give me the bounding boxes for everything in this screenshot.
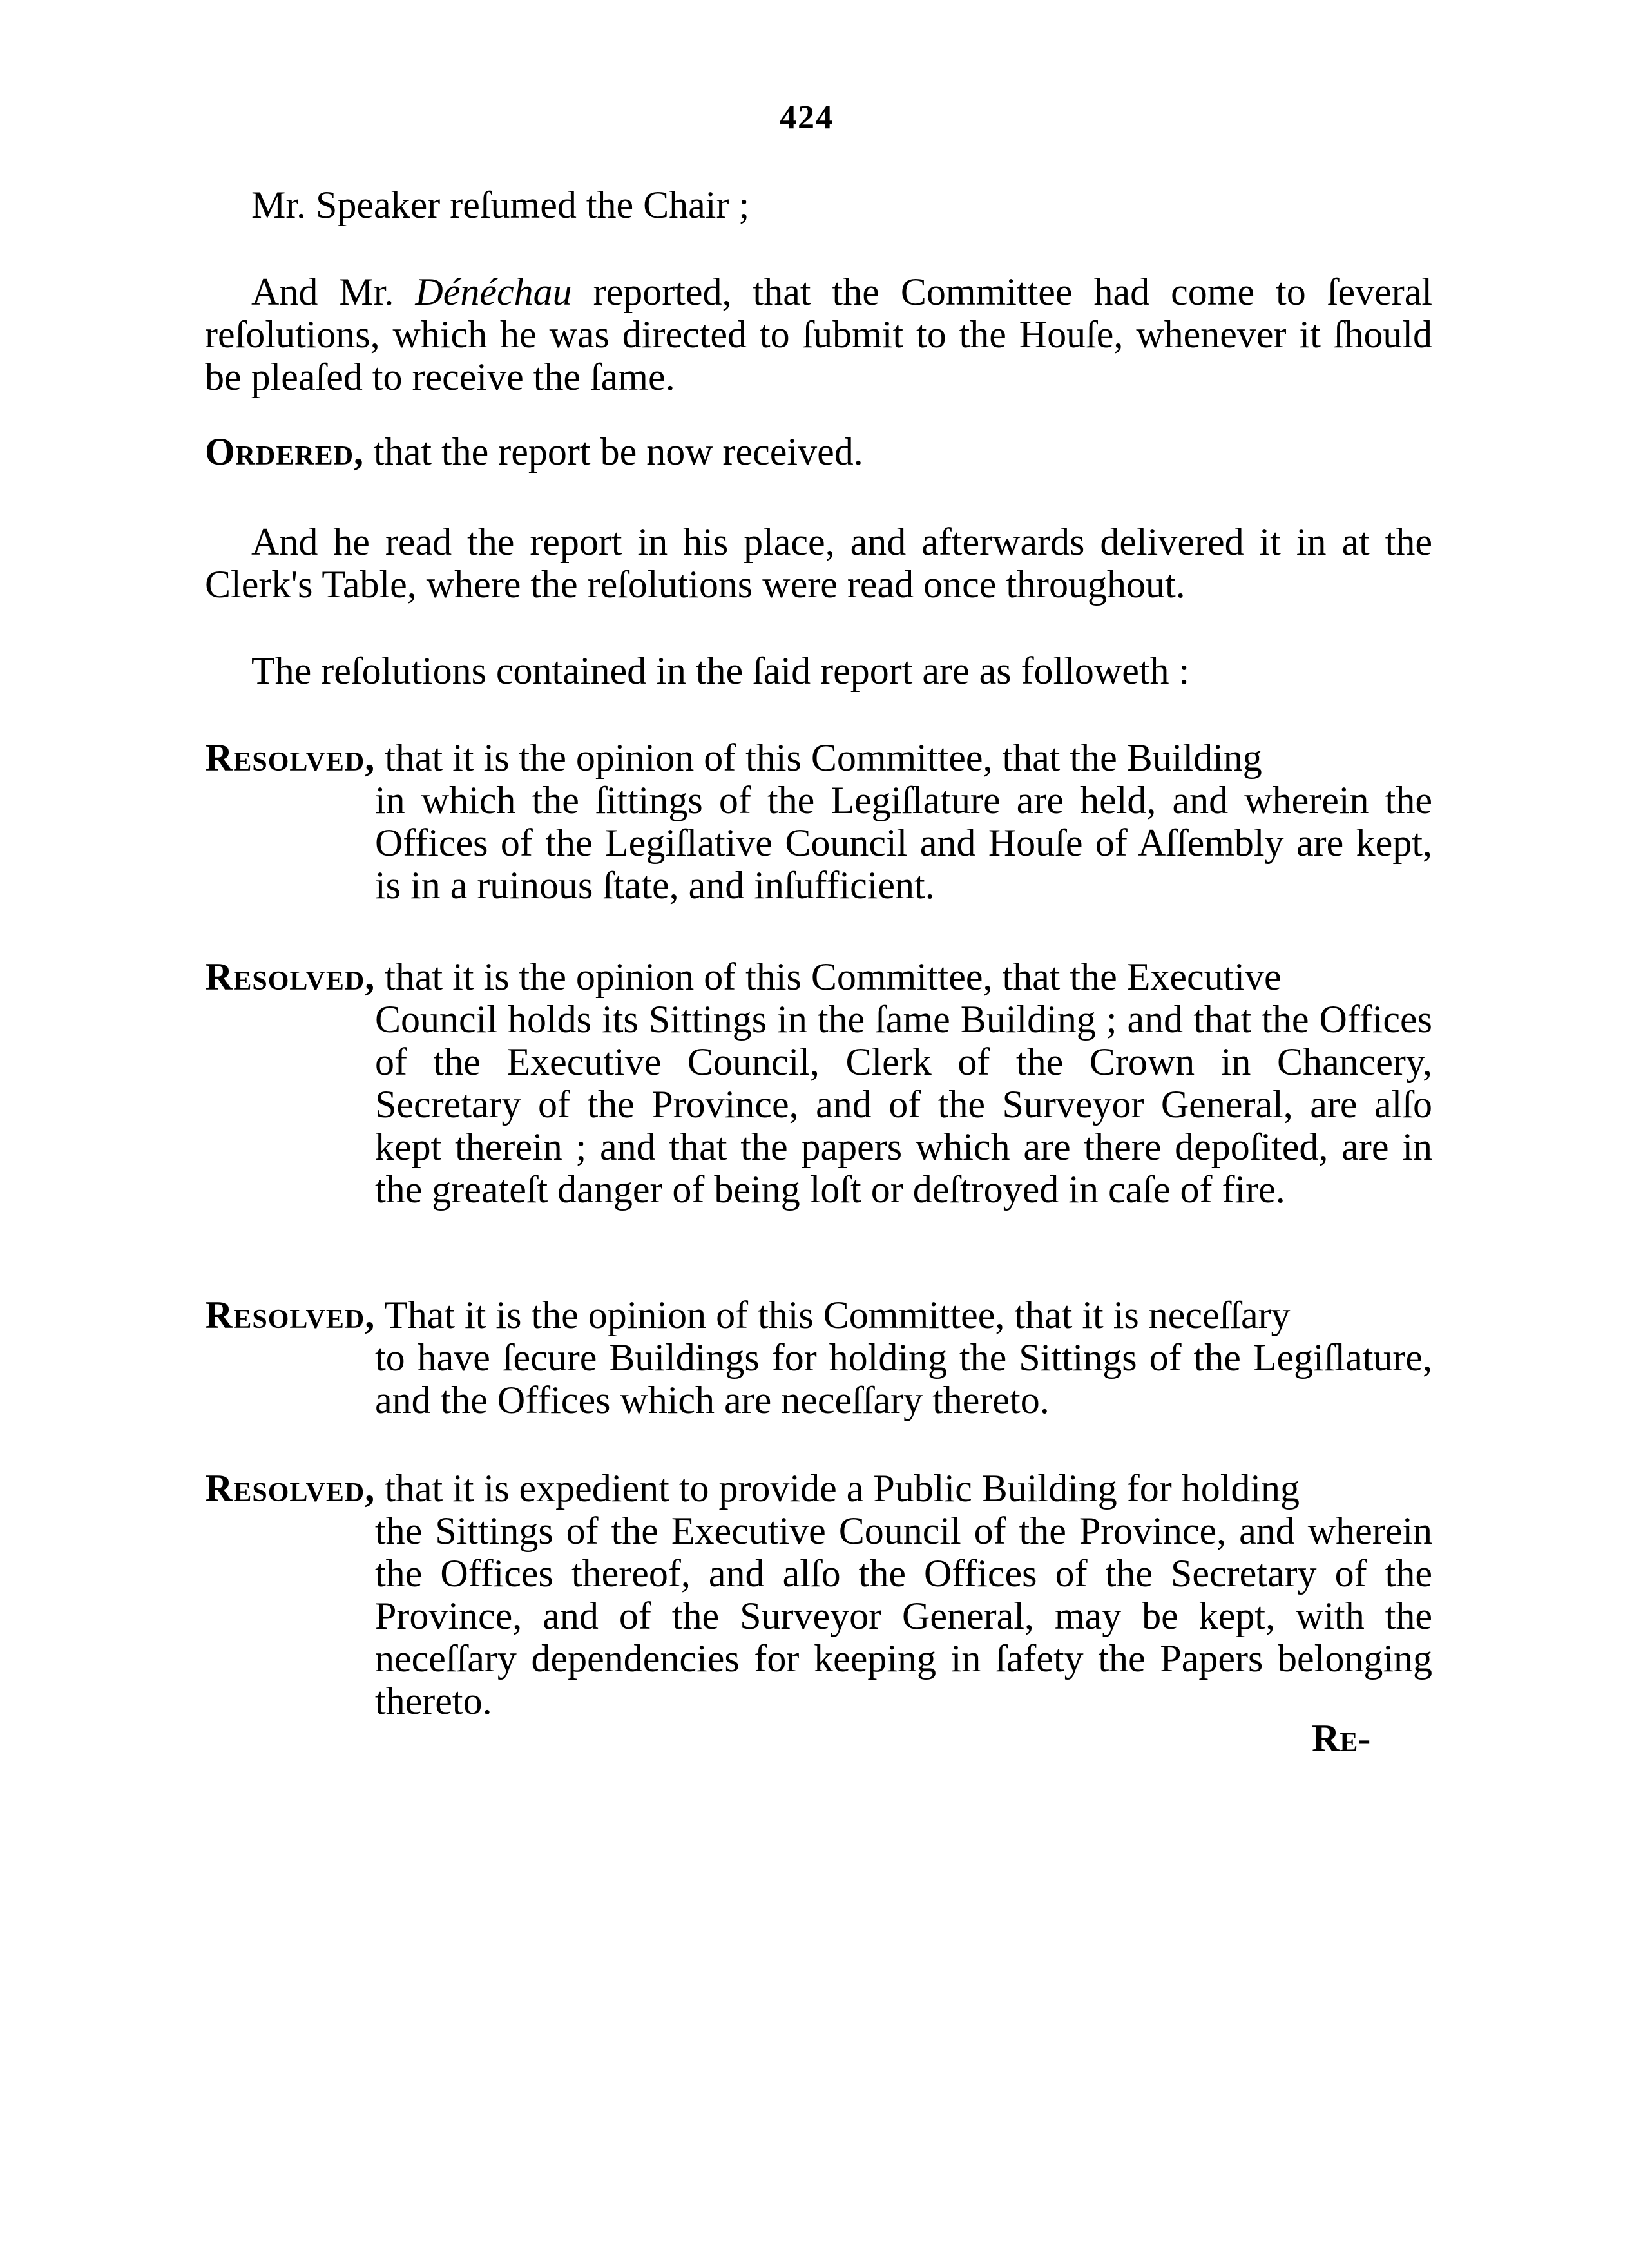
resolution-2 xyxy=(205,955,1432,1211)
resolution-2-label: Resolved, xyxy=(205,955,376,998)
resolution-4 xyxy=(205,1467,1432,1722)
resolution-1-label: Resolved, xyxy=(205,736,376,779)
paragraph-ordered xyxy=(205,430,1432,473)
resolution-2-first-line xyxy=(205,955,1432,998)
catchword: Re- xyxy=(1312,1717,1371,1760)
paragraph-speaker: Mr. Speaker reſumed the Chair ; xyxy=(251,184,750,226)
member-name: Dénéchau xyxy=(415,271,572,313)
resolution-1-first-line xyxy=(205,736,1432,779)
resolution-4-label: Resolved, xyxy=(205,1467,376,1510)
resolution-3 xyxy=(205,1294,1432,1421)
paragraph-read: And he read the report in his place, and afterwards delivered it in at the Clerk's Table, where the reſolutions were read once throughout. xyxy=(205,521,1432,606)
resolution-1-body: in which the ſittings of the Legiſlature are held, and wherein the Offices of the Legiſlative Council and Houſe of Aſſembly are kept, is in a ruinous ſtate, and inſufficient. xyxy=(375,779,1432,907)
resolution-4-first-line xyxy=(205,1467,1432,1510)
ordered-label: Ordered, xyxy=(205,430,365,473)
resolution-2-body: Council holds its Sittings in the ſame Building ; and that the Offices of the Executive Council, Clerk of the Crown in Chancery, Secretary of the Province, and of the Surveyor General, are alſo kept therein ; and that the papers which are there depoſited, are in the greateſt danger of being loſt or deſtroyed in caſe of fire. xyxy=(375,998,1432,1211)
ordered-text: that the report be now received. xyxy=(364,430,863,473)
resolution-1-lead: that it is the opinion of this Committee, that the Building xyxy=(375,736,1262,779)
resolution-4-body: the Sittings of the Executive Council of the Province, and wherein the Offices thereof, and alſo the Offices of the Secretary of the Province, and of the Surveyor General, may be kept, with the neceſſary dependencies for keeping in ſafety the Papers belonging thereto. xyxy=(375,1510,1432,1722)
resolution-3-body: to have ſecure Buildings for holding the Sittings of the Legiſlature, and the Offices which are neceſſary thereto. xyxy=(375,1336,1432,1421)
page-number: 424 xyxy=(780,99,834,136)
paragraph-report xyxy=(205,271,1432,398)
paragraph-resolutions-intro: The reſolutions contained in the ſaid report are as followeth : xyxy=(251,649,1190,692)
resolution-4-lead: that it is expedient to provide a Public Building for holding xyxy=(375,1467,1300,1510)
resolution-1 xyxy=(205,736,1432,907)
paragraph-report-intro: And Mr. xyxy=(251,271,416,313)
resolution-3-first-line xyxy=(205,1294,1432,1336)
resolution-3-label: Resolved, xyxy=(205,1294,376,1336)
resolution-3-lead: That it is the opinion of this Committee, that it is neceſſary xyxy=(375,1294,1291,1336)
paragraph-report-text: reported, that the Committee had come to ſeveral reſolutions, which he was directed to ſubmit to the Houſe, whenever it ſhould be pleaſed to receive the ſame. xyxy=(205,271,1432,398)
resolution-2-lead: that it is the opinion of this Committee, that the Executive xyxy=(375,955,1282,998)
